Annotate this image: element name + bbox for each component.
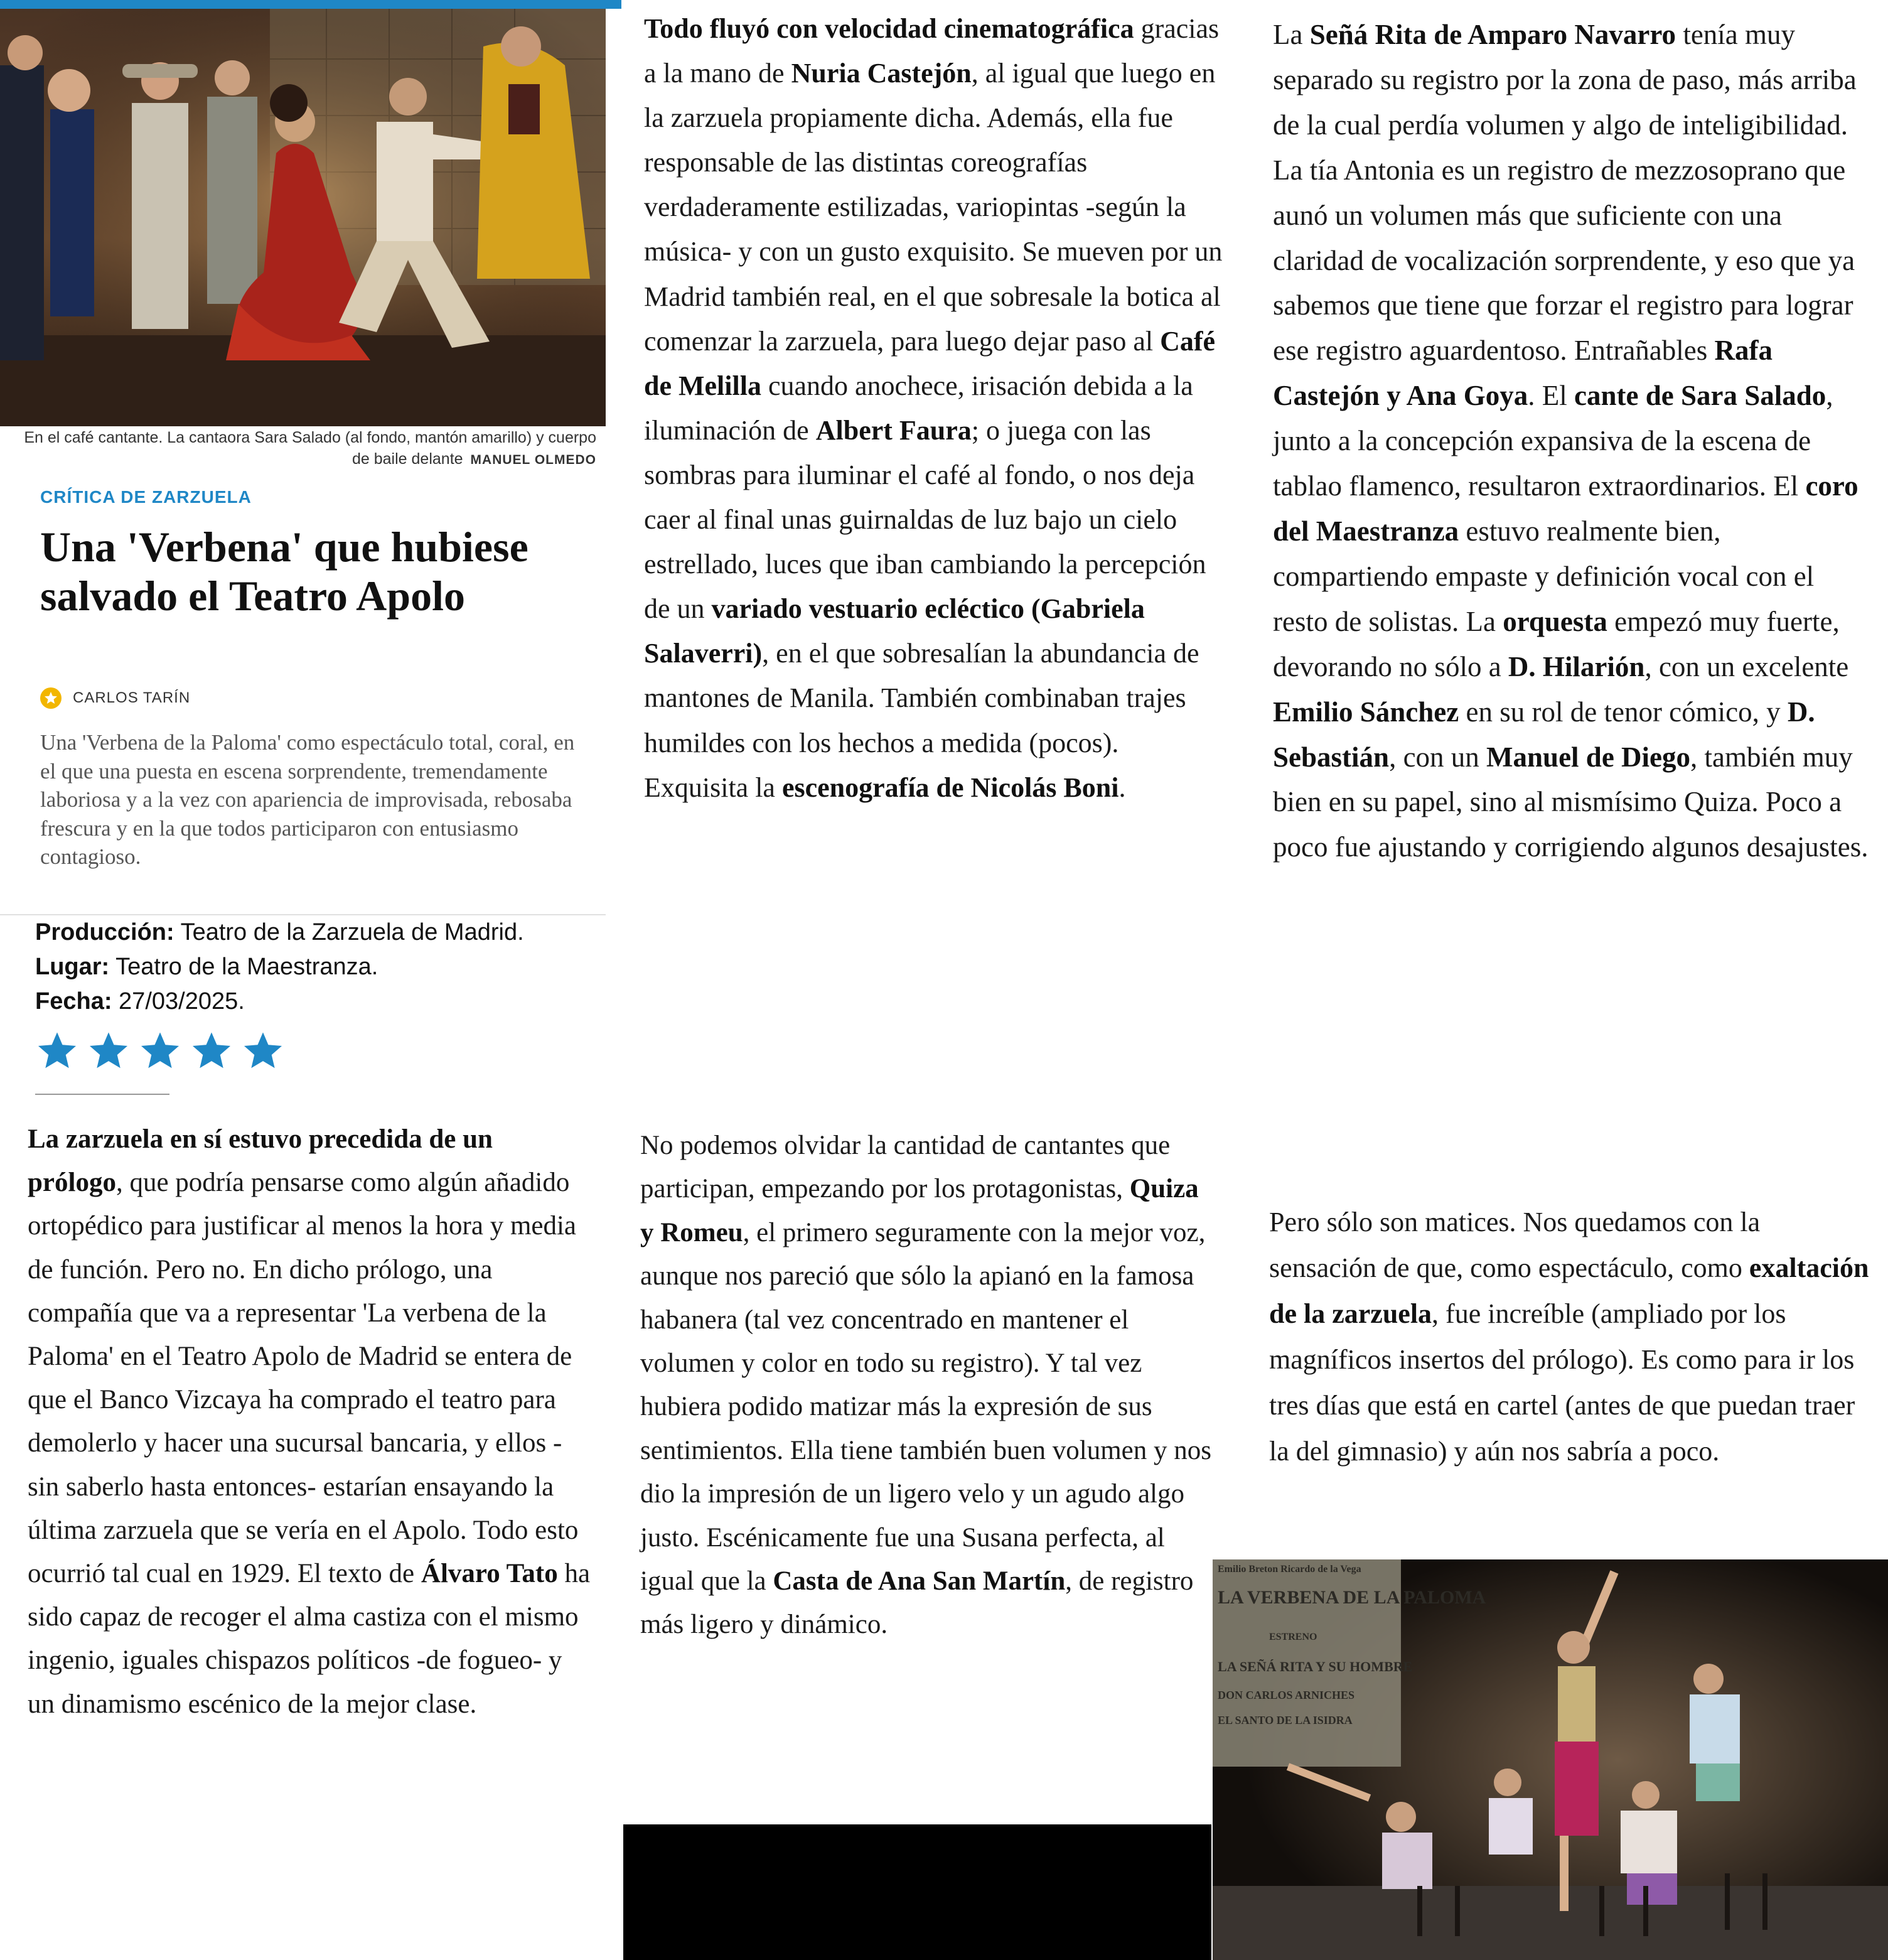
text-run: cuando anochece, irisación debida a la iluminación de <box>644 370 1193 446</box>
text-run: , al igual que luego en la zarzuela propiamente dicha. Además, ella fue responsable de las distintas coreografías verdaderamente estilizadas, variopintas -según la música- y con un gusto exquisito. Se mueven por un Madrid también real, en el que sobresale la botica al comenzar la zarzuela, para luego dejar paso al <box>644 58 1223 357</box>
bold-phrase: Emilio Sánchez <box>1273 696 1459 728</box>
star-rating <box>35 1030 285 1074</box>
poster-line-6: EL SANTO DE LA ISIDRA <box>1218 1714 1353 1726</box>
text-run: en su rol de tenor cómico, y <box>1459 696 1788 728</box>
section-label[interactable]: CRÍTICA DE ZARZUELA <box>40 487 252 507</box>
text-run: , en el que sobresalían la abundancia de mantones de Manila. También combinaban trajes humildes con los hechos a medida (pocos). Exquisita la <box>644 638 1199 803</box>
rating-star-icon <box>241 1030 285 1074</box>
text-run: La <box>1273 19 1310 50</box>
bold-phrase: D. Sebastián <box>1273 696 1815 773</box>
text-run: , el primero seguramente con la mejor voz, aunque nos pareció que sólo la apianó en la famosa habanera (tal vez concentrado en mantener el volumen y color en todo su registro). Y tal vez hubiera podido matizar más la expresión de sus sentimientos. Ella tiene también buen volumen y nos dio la impresión de un ligero velo y un agudo algo justo. Escénicamente fue una Susana perfecta, al igual que la <box>640 1217 1211 1597</box>
text-run: , de registro más ligero y dinámico. <box>640 1566 1194 1640</box>
production-label: Producción: <box>35 919 174 945</box>
flamenco-scene-photo <box>0 9 606 426</box>
author-name: CARLOS TARÍN <box>73 689 191 706</box>
text-run: ha sido capaz de recoger el alma castiza con el mismo ingenio, iguales chispazos políticos -de fogueo- y un dinamismo escénico de la mejor clase. <box>28 1559 591 1719</box>
text-run: tenía muy separado su registro por la zona de paso, más arriba de la cual perdía volumen y algo de inteligibilidad. La tía Antonia es un registro de mezzosoprano que aunó un volumen más que suficiente con una claridad de vocalización sorprendente, y eso que ya sabemos que tiene que forzar el registro para lograr ese registro aguardentoso. Entrañables <box>1273 19 1857 367</box>
body-paragraph-2 <box>644 6 1228 810</box>
venue-value: Teatro de la Maestranza. <box>115 954 378 980</box>
bold-phrase: D. Hilarión <box>1508 650 1645 682</box>
date-value: 27/03/2025. <box>119 988 245 1015</box>
bold-phrase: escenografía de Nicolás Boni <box>781 772 1119 803</box>
bold-phrase: Rafa Castejón y Ana Goya <box>1273 335 1773 412</box>
production-value: Teatro de la Zarzuela de Madrid. <box>180 919 524 945</box>
bold-phrase: Quiza y Romeu <box>640 1174 1199 1247</box>
text-run: , con un excelente <box>1644 650 1849 682</box>
body-paragraph-3 <box>640 1124 1218 1647</box>
article-headline: Una 'Verbena' que hubiese salvado el Teatro Apolo <box>40 523 528 620</box>
poster-line-2: LA VERBENA DE LA PALOMA <box>1218 1587 1486 1608</box>
text-run: Pero sólo son matices. Nos quedamos con la sensación de que, como espectáculo, como <box>1269 1207 1761 1283</box>
photo-caption <box>19 427 596 471</box>
bold-phrase: Albert Faura <box>815 414 972 446</box>
top-accent-bar <box>0 0 621 9</box>
bold-phrase: Señá Rita de Amparo Navarro <box>1309 19 1676 50</box>
venue-label: Lugar: <box>35 954 110 980</box>
bold-phrase: exaltación de la zarzuela <box>1269 1252 1869 1329</box>
star-badge-icon <box>40 687 62 709</box>
text-run: estuvo realmente bien, compartiendo empaste y definición vocal con el resto de solistas. La <box>1273 515 1815 637</box>
poster-line-5: DON CARLOS ARNICHES <box>1218 1689 1355 1701</box>
text-run: . El <box>1528 380 1575 412</box>
bold-phrase: Casta de Ana San Martín <box>773 1566 1066 1597</box>
body-paragraph-5 <box>1269 1199 1872 1474</box>
article-summary: Una 'Verbena de la Paloma' como espectáculo total, coral, en el que una puesta en escena sorprendente, tremendamente laboriosa y a la vez con apariencia de improvisada, rebosaba frescura y en la que todos participaron con entusiasmo contagioso. <box>40 730 575 869</box>
text-run: ; o juega con las sombras para iluminar el café al fondo, o nos deja caer al final unas guirnaldas de luz bajo un cielo estrellado, luces que iban cambiando la percepción de un <box>644 414 1206 625</box>
poster-line-1: Emilio Breton Ricardo de la Vega <box>1218 1564 1361 1575</box>
rating-star-icon <box>87 1030 131 1074</box>
text-run: . <box>1118 772 1126 803</box>
bold-phrase: Manuel de Diego <box>1486 741 1691 773</box>
bold-phrase: variado vestuario ecléctico (Gabriela Salaverri) <box>644 593 1145 669</box>
bold-phrase: coro del Maestranza <box>1273 470 1858 547</box>
body-paragraph-1 <box>28 1117 593 1726</box>
black-filler-block <box>623 1824 1211 1960</box>
text-run: gracias a la mano de <box>644 13 1220 89</box>
rating-star-icon <box>35 1030 79 1074</box>
text-run: , que podría pensarse como algún añadido ortopédico para justificar al menos la hora y media de función. Pero no. En dicho prólogo, una compañía que va a representar 'La verbena de la Paloma' en el Teatro Apolo de Madrid se entera de que el Banco Vizcaya ha comprado el teatro para demolerlo y hacer una sucursal bancaria, y ellos -sin saberlo hasta entonces- estarían ensayando la última zarzuela que se vería en el Apolo. Todo esto ocurrió tal cual en 1929. El texto de <box>28 1168 579 1589</box>
text-run: empezó muy fuerte, devorando no sólo a <box>1273 605 1840 682</box>
poster-line-3: ESTRENO <box>1269 1632 1317 1642</box>
bold-phrase: Nuria Castejón <box>791 58 972 89</box>
bold-phrase: cante de Sara Salado <box>1574 380 1826 412</box>
text-run: , fue increíble (ampliado por los magníficos insertos del prólogo). Es como para ir los tres días que está en cartel (antes de que puedan traer la del gimnasio) y aún nos sabría a poco. <box>1269 1298 1855 1467</box>
bold-phrase: Álvaro Tato <box>421 1559 558 1589</box>
rating-star-icon <box>138 1030 182 1074</box>
bold-phrase: orquesta <box>1503 605 1607 637</box>
dancers-stage-photo <box>1213 1559 1888 1960</box>
photo-credit: MANUEL OLMEDO <box>470 453 596 467</box>
bold-phrase: Café de Melilla <box>644 325 1216 401</box>
text-run: No podemos olvidar la cantidad de cantantes que participan, empezando por los protagonistas, <box>640 1131 1171 1204</box>
text-run: , junto a la concepción expansiva de la escena de tablao flamenco, resultaron extraordinarios. El <box>1273 380 1833 502</box>
date-label: Fecha: <box>35 988 112 1015</box>
author-byline[interactable] <box>40 686 190 711</box>
caption-text: En el café cantante. La cantaora Sara Salado (al fondo, mantón amarillo) y cuerpo de baile delante <box>24 429 596 468</box>
bold-phrase: Todo fluyó con velocidad cinematográfica <box>644 13 1134 44</box>
rating-star-icon <box>190 1030 233 1074</box>
divider <box>35 1094 169 1095</box>
production-info <box>35 915 575 1019</box>
bold-phrase: La zarzuela en sí estuvo precedida de un prólogo <box>28 1124 493 1198</box>
poster-line-4: LA SEÑÁ RITA Y SU HOMBRE <box>1218 1659 1413 1674</box>
body-paragraph-4 <box>1273 13 1875 870</box>
text-run: , también muy bien en su papel, sino al mismísimo Quiza. Poco a poco fue ajustando y corrigiendo algunos desajustes. <box>1273 741 1869 863</box>
text-run: , con un <box>1389 741 1487 773</box>
